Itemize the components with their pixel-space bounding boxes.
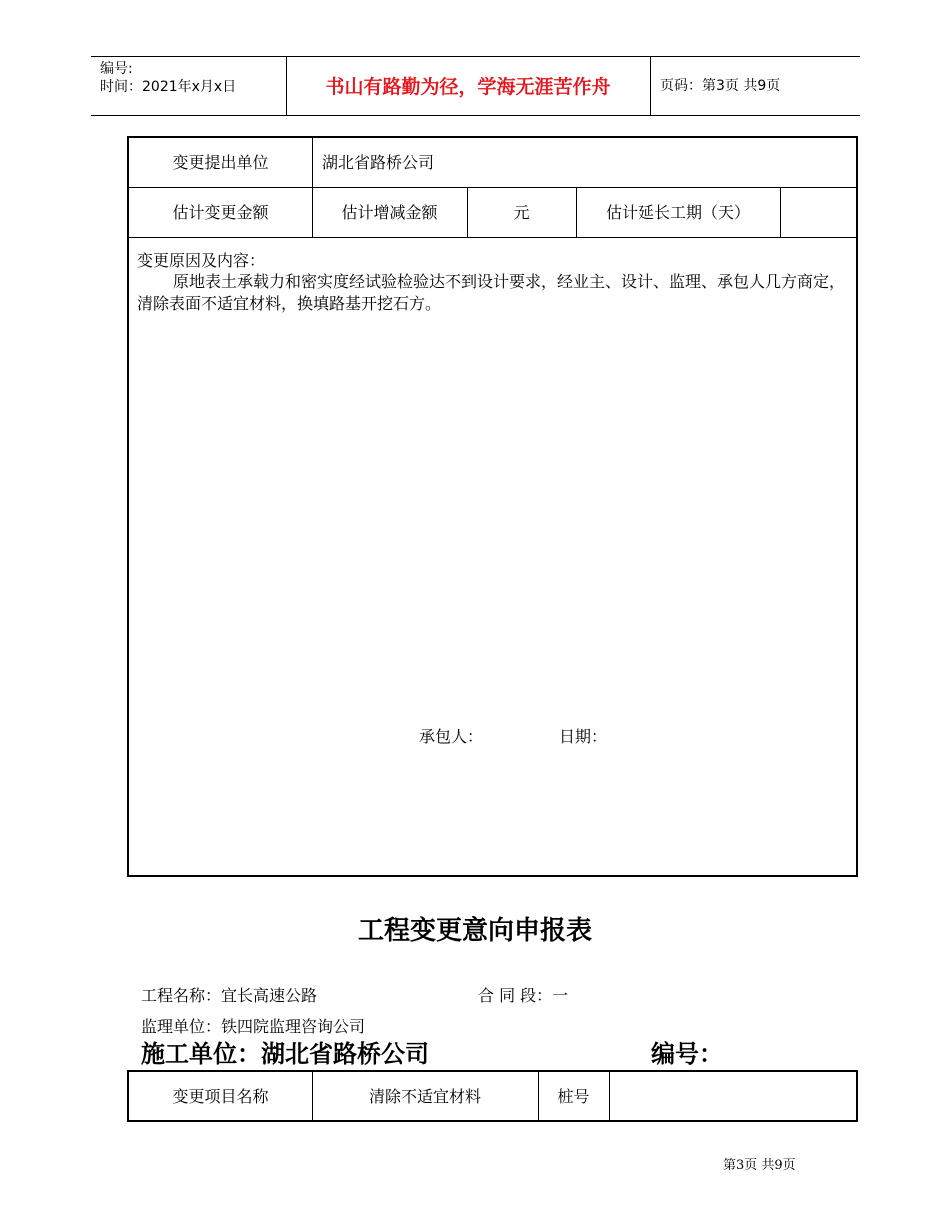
construction-unit: 施工单位：湖北省路桥公司 — [141, 1039, 429, 1068]
estimated-change-amount-label: 估计变更金额 — [172, 203, 269, 222]
header-top-rule — [91, 56, 860, 57]
signature-date-label: 日期： — [559, 727, 608, 746]
form1-row1-divider — [129, 187, 856, 188]
header-motto: 书山有路勤为径，学海无涯苦作舟 — [325, 76, 611, 98]
supervision-unit: 监理单位：铁四院监理咨询公司 — [141, 1017, 366, 1036]
header-divider-right — [650, 56, 651, 115]
estimated-increase-decrease-label: 估计增减金额 — [341, 203, 438, 222]
amount-unit: 元 — [513, 203, 530, 222]
header-bottom-rule — [91, 115, 860, 116]
form-title: 工程变更意向申报表 — [357, 916, 592, 946]
change-form-upper — [127, 136, 858, 877]
change-reason-text: 原地表土承载力和密实度经试验检验达不到设计要求，经业主、设计、监理、承包人几方商定，清除表面不适宜材料，换填路基开挖石方。 — [137, 272, 846, 313]
header-serial-label: 编号: — [100, 61, 133, 77]
change-form-lower — [127, 1070, 858, 1122]
contractor-signature-label: 承包人： — [419, 727, 484, 746]
form-number-label: 编号： — [651, 1039, 723, 1068]
change-reason-label: 变更原因及内容： — [137, 251, 266, 270]
change-item-name-value: 清除不适宜材料 — [368, 1087, 481, 1106]
form2-col-divider-3 — [609, 1072, 610, 1120]
header-meta — [100, 60, 236, 96]
proposer-unit-label: 变更提出单位 — [172, 153, 269, 172]
form1-row2-divider — [129, 237, 856, 238]
header-page-info: 页码：第3页 共9页 — [660, 78, 781, 94]
project-name: 工程名称：宜长高速公路 — [141, 986, 318, 1005]
change-item-name-label: 变更项目名称 — [172, 1087, 269, 1106]
contract-section: 合 同 段：一 — [478, 986, 569, 1005]
form1-col-divider-4 — [780, 187, 781, 237]
page-footer: 第3页 共9页 — [723, 1158, 796, 1173]
proposer-unit-value: 湖北省路桥公司 — [322, 153, 435, 172]
estimated-extension-label: 估计延长工期（天） — [605, 203, 750, 222]
header-time: 时间：2021年x月x日 — [100, 79, 237, 95]
stake-number-label: 桩号 — [557, 1087, 590, 1106]
